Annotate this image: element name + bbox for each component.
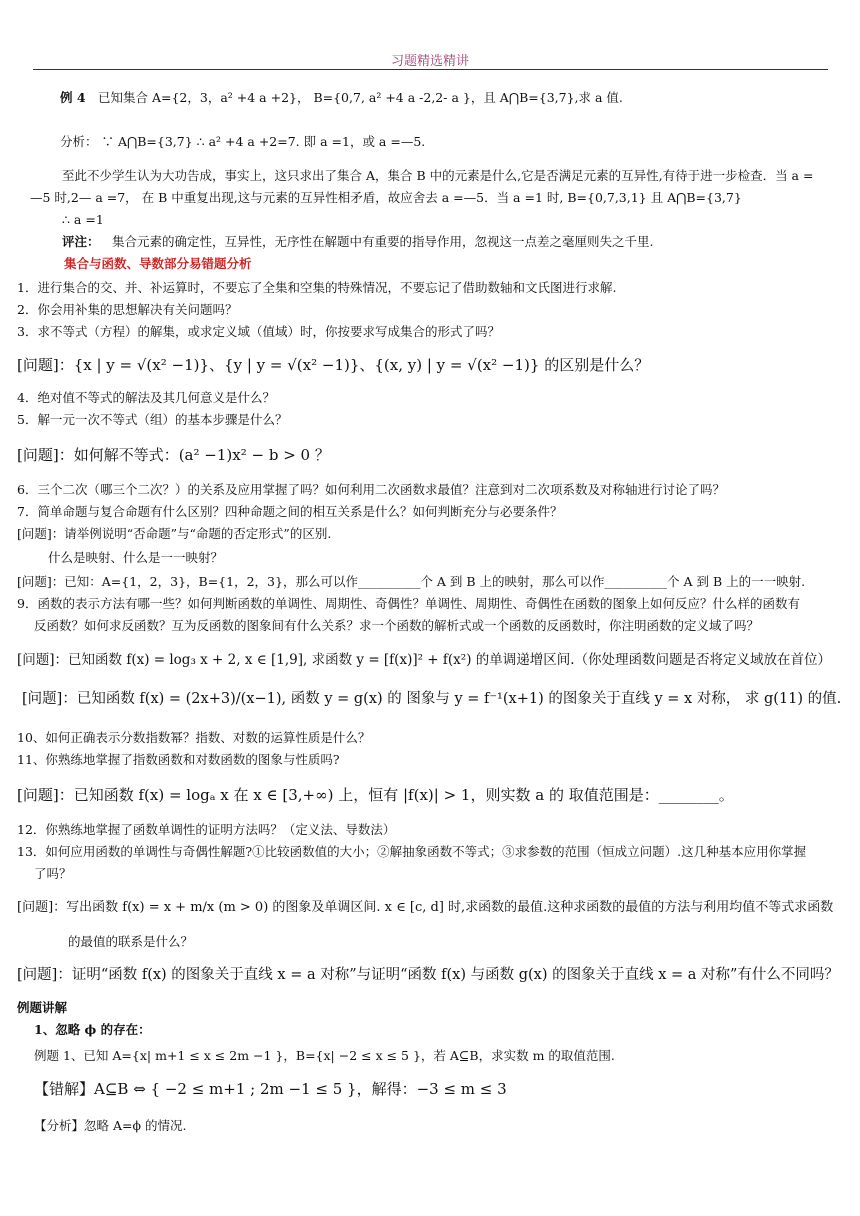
- paragraph-line-2: —5 时,2— a =7， 在 B 中重复出现,这与元素的互异性相矛盾，故应舍去 a =—5．当 a =1 时, B={0,7,3,1} 且 A⋂B={3,7}: [30, 190, 742, 205]
- item-4: 4．绝对值不等式的解法及其几何意义是什么？: [17, 390, 275, 405]
- item-1: 1．进行集合的交、并、补运算时，不要忘了全集和空集的特殊情况，不要忘记了借助数轴和文氏图进行求解.: [17, 280, 617, 295]
- question-hook-function: [问题]：写出函数 f(x) = x + m/x (m > 0) 的图象及单调区间. x ∈ [c, d] 时,求函数的最值.这种求函数的最值的方法与利用均值不等式求函数: [17, 900, 834, 915]
- analysis-note: 【分析】忽略 A=ϕ 的情况.: [34, 1118, 187, 1133]
- item-13-line-2: 了吗？: [34, 866, 72, 881]
- paragraph-line-1: 至此不少学生认为大功告成，事实上，这只求出了集合 A，集合 B 中的元素是什么,它是否满足元素的互异性,有待于进一步检查．当 a =: [62, 168, 814, 183]
- comment-label: 评注：: [62, 234, 100, 249]
- item-9-line-1: 9．函数的表示方法有哪一些？如何判断函数的单调性、周期性、奇偶性？单调性、周期性、奇偶性在函数的图象上如何反应？什么样的函数有: [17, 596, 800, 611]
- item-9-line-2: 反函数？如何求反函数？互为反函数的图象间有什么关系？求一个函数的解析式或一个函数的反函数时，你注明函数的定义域了吗？: [34, 618, 760, 633]
- question-negation: [问题]：请举例说明“否命题”与“命题的否定形式”的区别.: [17, 526, 332, 541]
- question-symmetry: [问题]：证明“函数 f(x) 的图象关于直线 x = a 对称”与证明“函数 f(x) 与函数 g(x) 的图象关于直线 x = a 对称”有什么不同吗？: [17, 967, 839, 983]
- examples-heading: 例题讲解: [17, 1000, 68, 1015]
- item-13-line-1: 13．如何应用函数的单调性与奇偶性解题?①比较函数值的大小；②解抽象函数不等式；③求参数的范围（恒成立问题）.这几种基本应用你掌握: [17, 844, 807, 859]
- question-inequality: [问题]：如何解不等式：(a² −1)x² − b > 0 ？: [17, 446, 330, 464]
- item-11: 11、你熟练地掌握了指数函数和对数函数的图象与性质吗?: [17, 752, 340, 767]
- page-header-title: 习题精选精讲: [390, 54, 469, 69]
- conclusion-line: ∴ a =1: [62, 212, 104, 227]
- subheading-empty-set: 1、忽略 ϕ 的存在：: [34, 1022, 151, 1037]
- question-hook-function-cont: 的最值的联系是什么？: [68, 934, 194, 949]
- item-5: 5．解一元一次不等式（组）的基本步骤是什么？: [17, 412, 288, 427]
- question-log-range: [问题]：已知函数 f(x) = logₐ x 在 x ∈ [3,+∞) 上，恒有 |f(x)| > 1，则实数 a 的 取值范围是：________。: [17, 786, 734, 804]
- wrong-solution: 【错解】A⊆B ⇔ { −2 ≤ m+1 ; 2m −1 ≤ 5 }，解得：−3 ≤ m ≤ 3: [34, 1080, 507, 1098]
- item-7: 7．简单命题与复合命题有什么区别？四种命题之间的相互关系是什么？如何判断充分与必要条件？: [17, 504, 563, 519]
- item-3: 3．求不等式（方程）的解集，或求定义域（值域）时，你按要求写成集合的形式了吗？: [17, 324, 500, 339]
- comment-text: 集合元素的确定性，互异性，无序性在解题中有重要的指导作用，忽视这一点差之毫厘则失之千里.: [112, 234, 654, 249]
- question-log-function: [问题]：已知函数 f(x) = log₃ x + 2, x ∈ [1,9], 求函数 y = [f(x)]² + f(x²) 的单调递增区间.（你处理函数问题是否将定义域放在首位）: [17, 652, 832, 668]
- mapping-question: 什么是映射、什么是一一映射？: [48, 550, 224, 565]
- item-10: 10、如何正确表示分数指数幂？指数、对数的运算性质是什么？: [17, 730, 371, 745]
- item-12: 12．你熟练地掌握了函数单调性的证明方法吗？（定义法、导数法）: [17, 822, 396, 837]
- header-divider: [33, 69, 828, 70]
- question-set-difference: [问题]：{x | y = √(x² −1)}、{y | y = √(x² −1)}、{(x, y) | y = √(x² −1)} 的区别是什么？: [17, 356, 650, 374]
- item-6: 6．三个二次（哪三个二次？）的关系及应用掌握了吗？如何利用二次函数求最值？注意到对二次项系数及对称轴进行讨论了吗？: [17, 482, 725, 497]
- analysis-line: 分析： ∵ A⋂B={3,7} ∴ a² +4 a +2=7. 即 a =1，或 a =—5.: [60, 134, 426, 149]
- example-1-statement: 例题 1、已知 A={x| m+1 ≤ x ≤ 2m −1 }，B={x| −2 ≤ x ≤ 5 }，若 A⊆B，求实数 m 的取值范围.: [34, 1048, 615, 1063]
- question-inverse-function: [问题]：已知函数 f(x) = (2x+3)/(x−1), 函数 y = g(x) 的 图象与 y = f⁻¹(x+1) 的图象关于直线 y = x 对称， 求 g(11) 的值.: [22, 691, 842, 707]
- example-4-statement: 已知集合 A={2，3，a² +4 a +2}， B={0,7, a² +4 a -2,2- a }，且 A⋂B={3,7},求 a 值.: [98, 90, 623, 105]
- section-title: 集合与函数、导数部分易错题分析: [64, 256, 252, 271]
- example-4-label: 例 4: [60, 90, 86, 105]
- question-mapping-count: [问题]：已知：A={1，2，3}，B={1，2，3}，那么可以作__________个 A 到 B 上的映射，那么可以作__________个 A 到 B 上的一一映射.: [17, 574, 806, 589]
- item-2: 2．你会用补集的思想解决有关问题吗？: [17, 302, 238, 317]
